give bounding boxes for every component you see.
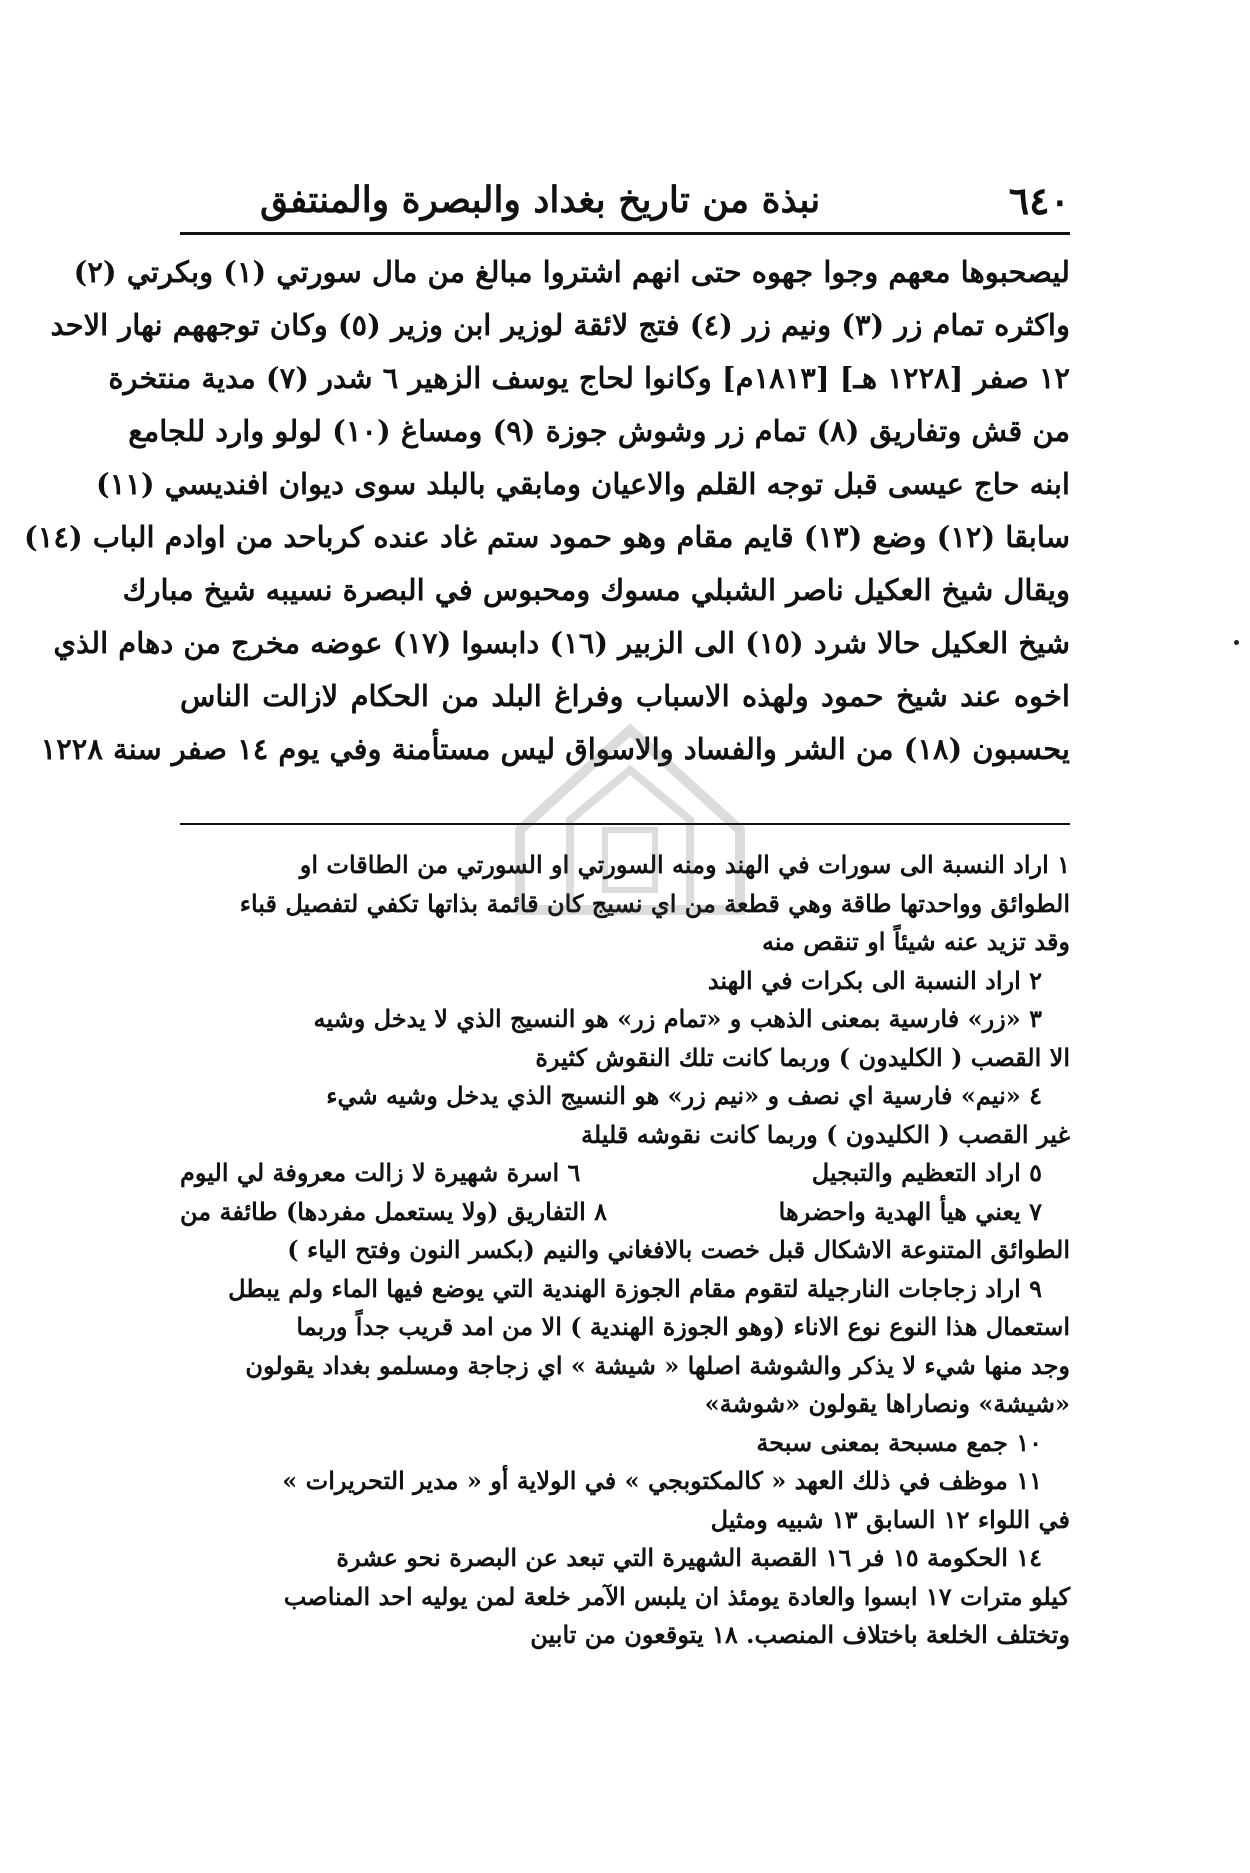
footnote-line: وتختلف الخلعة باختلاف المنصب. ١٨ يتوقعون من تابين (530, 1620, 1070, 1649)
footnote-divider (180, 823, 1070, 825)
footnote-line: «شيشة» ونصاراها يقولون «شوشة» (704, 1389, 1070, 1418)
running-title: نبذة من تاريخ بغداد والبصرة والمنتفق (260, 179, 821, 221)
page-number: ٦٤٠ (1008, 177, 1070, 223)
footnote-line: الطوائق وواحدتها طاقة وهي قطعة من اي نسيج كان قائمة بذاتها تكفي لتفصيل قباء (239, 888, 1070, 918)
text-line: ١٢ صفر [١٢٢٨ هـ] [١٨١٣م] وكانوا لحاج يوسف الزهير ٦ شدر (٧) مدية منتخرة (108, 361, 1070, 395)
text-line: ابنه حاج عيسى قبل توجه القلم والاعيان ومابقي بالبلد سوى ديوان افنديسي (١١) (95, 467, 1070, 501)
footnote-line: ٢ اراد النسبة الى بكرات في الهند (707, 965, 1042, 995)
footnote-line: ١٤ الحكومة ١٥ فر ١٦ القصبة الشهيرة التي تبعد عن البصرة نحو عشرة (336, 1543, 1042, 1572)
footnotes (180, 846, 1070, 1655)
text-line: يحسبون (١٨) من الشر والفساد والاسواق ليس مستأمنة وفي يوم ١٤ صفر سنة ١٢٢٨ (40, 732, 1070, 766)
footnote-item: ٦ اسرة شهيرة لا زالت معروفة لي اليوم (180, 1158, 581, 1187)
footnote-line: ١ اراد النسبة الى سورات في الهند ومنه السورتي او السورتي من الطاقات او (299, 850, 1070, 879)
text-line: ليصحبوها معهم وجوا جهوه حتى انهم اشتروا مبالغ من مال سورتي (١) وبكرتي (٢) (73, 255, 1070, 289)
footnote-line: ٩ اراد زجاجات النارجيلة لتقوم مقام الجوزة الهندية التي يوضع فيها الماء ولم يبطل (228, 1273, 1042, 1303)
footnote-line: ١٠ جمع مسبحة بمعنى سبحة (756, 1427, 1042, 1457)
text-line: شيخ العكيل حالا شرد (١٥) الى الزبير (١٦) دابسوا (١٧) عوضه مخرج من دهام الذي (53, 626, 1070, 660)
text-line: اخوه عند شيخ حمود ولهذه الاسباب وفراغ البلد من الحكام لازالت الناس (180, 679, 1070, 713)
scan-speck (1234, 640, 1239, 645)
footnote-line: ٣ «زر» فارسية بمعنى الذهب و «تمام زر» هو النسيج الذي لا يدخل وشيه (313, 1004, 1042, 1033)
text-line: واكثره تمام زر (٣) ونيم زر (٤) فتج لائقة لوزير ابن وزير (٥) وكان توجههم نهار الاحد (50, 308, 1070, 342)
footnote-line: وقد تزيد عنه شيئاً او تنقص منه (761, 927, 1070, 956)
text-line: سابقا (١٢) وضع (١٣) قايم مقام وهو حمود ستم غاد عنده كرباحد من اوادم الباب (١٤) (24, 520, 1070, 554)
footnote-line: غير القصب ( الكليدون ) وربما كانت نقوشه قليلة (580, 1119, 1070, 1149)
footnote-line: استعمال هذا النوع نوع الاناء (وهو الجوزة الهندية ) الا من امد قريب جداً وربما (296, 1312, 1070, 1341)
footnote-pair (180, 1154, 1070, 1193)
footnote-line: ٤ «نيم» فارسية اي نصف و «نيم زر» هو النسيج الذي يدخل وشيه شيء (326, 1081, 1042, 1110)
text-line: من قش وتفاريق (٨) تمام زر وشوش جوزة (٩) ومساغ (١٠) لولو وارد للجامع (128, 414, 1070, 448)
footnote-line: كيلو مترات ١٧ ابسوا والعادة يومئذ ان يلبس الآمر خلعة لمن يوليه احد المناصب (283, 1581, 1070, 1611)
header-divider (180, 232, 1070, 235)
footnote-line: في اللواء ١٢ السابق ١٣ شبيه ومثيل (710, 1504, 1070, 1534)
page-header (180, 175, 1070, 225)
main-text (24, 246, 1070, 776)
footnote-line: ١١ موظف في ذلك العهد « كالمكتوبجي » في الولاية أو « مدير التحريرات » (282, 1466, 1042, 1495)
footnote-line: وجد منها شيء لا يذكر والشوشة اصلها « شيشة » اي زجاجة ومسلمو بغداد يقولون (245, 1350, 1070, 1380)
footnote-line: الطوائق المتنوعة الاشكال قبل خصت بالافغاني والنيم (بكسر النون وفتح الياء ) (287, 1235, 1070, 1264)
footnote-line: الا القصب ( الكليدون ) وربما كانت تلك النقوش كثيرة (535, 1042, 1070, 1072)
footnote-pair (180, 1193, 1070, 1232)
footnote-item: ٧ يعني هيأ الهدية واحضرها (778, 1196, 1042, 1226)
footnote-item: ٨ التفاريق (ولا يستعمل مفردها) طائفة من (180, 1196, 608, 1226)
footnote-item: ٥ اراد التعظيم والتبجيل (811, 1158, 1042, 1187)
text-line: ويقال شيخ العكيل ناصر الشبلي مسوك ومحبوس في البصرة نسيبه شيخ مبارك (122, 573, 1070, 607)
